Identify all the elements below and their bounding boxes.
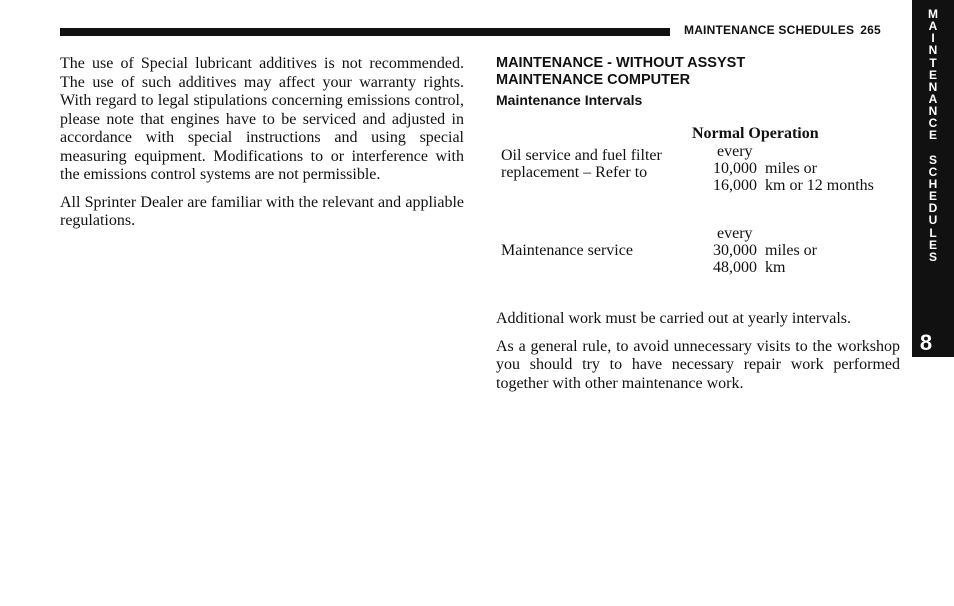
tab-letter: N [928, 79, 938, 94]
tab-letter: E [928, 189, 937, 204]
schedule-row-oil-interval-km [713, 177, 874, 194]
tab-letter: L [929, 225, 937, 240]
paragraph-dealers: All Sprinter Dealer are familiar with the relevant and appliable regulations. [60, 193, 464, 229]
interval-unit: km or 12 months [765, 177, 874, 194]
chapter-number: 8 [919, 330, 933, 355]
interval-unit: miles or [765, 160, 817, 177]
tab-letter: D [928, 201, 938, 216]
page-number: 265 [860, 23, 881, 37]
tab-letter: M [928, 7, 938, 21]
section-heading-line1: MAINTENANCE - WITHOUT ASSYST [496, 55, 746, 71]
chapter-tab-letters [912, 8, 954, 263]
tab-letter: I [931, 31, 935, 46]
right-column-body [496, 310, 900, 402]
tab-letter: A [928, 19, 938, 34]
interval-number: 16,000 [713, 177, 757, 194]
section-heading [496, 55, 900, 88]
right-column-heading [496, 55, 900, 108]
section-title: MAINTENANCE SCHEDULES [684, 23, 855, 37]
schedule-row-oil-interval-miles [713, 160, 817, 177]
left-column [60, 55, 464, 240]
interval-unit: km [765, 259, 786, 276]
tab-letter: C [928, 116, 938, 131]
chapter-tab [912, 0, 954, 357]
schedule-row-maintenance-interval-miles [713, 242, 817, 259]
tab-letter: N [928, 104, 938, 119]
tab-letter: C [928, 164, 938, 179]
tab-letter: S [928, 249, 937, 264]
tab-letter: E [928, 237, 937, 252]
section-heading-line2: MAINTENANCE COMPUTER [496, 71, 691, 88]
tab-letter: H [928, 176, 938, 191]
running-header [684, 23, 881, 37]
schedule-row-oil-every: every [717, 143, 753, 160]
paragraph-yearly: Additional work must be carried out at yearly intervals. [496, 310, 852, 327]
subheading: Maintenance Intervals [496, 92, 643, 108]
interval-number: 10,000 [713, 160, 757, 177]
schedule-row-maintenance-every: every [717, 225, 753, 242]
tab-letter: U [928, 213, 938, 228]
interval-number: 30,000 [713, 242, 757, 259]
tab-letter-gap [912, 142, 954, 154]
schedule-row-maintenance-service-name: Maintenance service [501, 242, 633, 259]
tab-letter: E [928, 128, 937, 143]
tab-letter: N [928, 43, 938, 58]
schedule-row-maintenance-interval-km [713, 259, 785, 276]
interval-unit: miles or [765, 242, 817, 259]
schedule-row-oil-service-name [501, 147, 662, 181]
tab-letter: T [929, 55, 937, 70]
paragraph-additives: The use of Special lubricant additives is not recommended. The use of such additives may affect your warranty rights. With regard to legal stipulations concerning emissions control, please note that engines have to be serviced and adjusted in accordance with special instructions and using special measuring equipment. Modifications to or interference with the emissions control systems are not permissible. [60, 55, 464, 183]
schedule-column-header: Normal Operation [692, 125, 819, 142]
tab-letter: E [928, 67, 937, 82]
paragraph-general-rule: As a general rule, to avoid unnecessary visits to the workshop you should try to have necessary repair work performed together with other maintenance work. [496, 337, 900, 392]
service-line: replacement – Refer to [501, 164, 648, 181]
maintenance-schedule-table [496, 125, 900, 285]
tab-letter: S [928, 152, 937, 167]
service-line: Oil service and fuel filter [501, 147, 662, 164]
tab-letter: A [928, 91, 938, 106]
interval-number: 48,000 [713, 259, 757, 276]
header-rule [60, 28, 670, 36]
